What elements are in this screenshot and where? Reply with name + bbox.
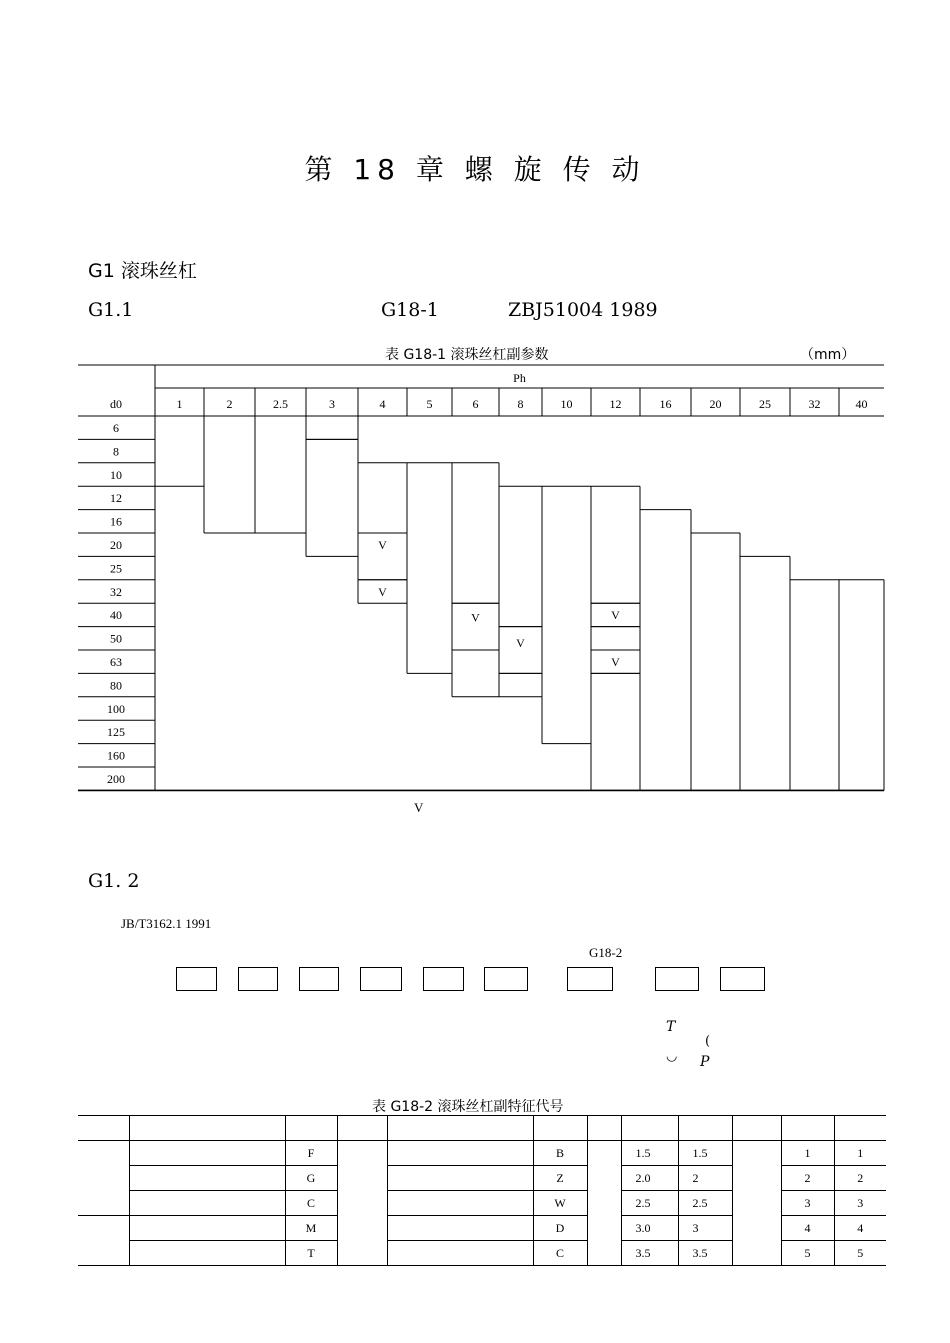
table2-cell: T (285, 1241, 337, 1266)
table2-header-cell (533, 1116, 587, 1141)
table2-cell: C (285, 1191, 337, 1216)
d0-value-label: 40 (110, 608, 122, 623)
ph-value-label: 8 (517, 397, 524, 411)
code-box-9 (720, 967, 765, 991)
section-g11-heading: G1.1 (88, 299, 134, 321)
symbol-t: T (666, 1019, 676, 1035)
ph-value-label: 10 (560, 397, 573, 411)
feature-code-table (78, 1115, 886, 1266)
table2-cell (587, 1166, 621, 1191)
v-mark: V (611, 608, 620, 623)
table2-cell: C (533, 1241, 587, 1266)
table2-cell: D (533, 1216, 587, 1241)
table2-group-cell (78, 1216, 129, 1241)
ph-value-label: 2.5 (273, 397, 288, 411)
chapter-title: 第 18 章 螺 旋 传 动 (304, 153, 646, 186)
figure-reference: G18-1 (381, 299, 439, 321)
table2-cell: 1.5 (621, 1141, 678, 1166)
table2-cell: M (285, 1216, 337, 1241)
table2-cell (587, 1216, 621, 1241)
table2-cell (587, 1241, 621, 1266)
table2-cell: 3.0 (621, 1216, 678, 1241)
table2-cell (587, 1141, 621, 1166)
table2-cell (129, 1141, 285, 1166)
table2-cell (387, 1191, 533, 1216)
table-row (78, 1216, 886, 1241)
table2-cell (732, 1216, 781, 1241)
table2-cell: F (285, 1141, 337, 1166)
table2-cell: 4 (834, 1216, 886, 1241)
table2-group-cell (78, 1191, 129, 1216)
d0-value-label: 100 (107, 701, 125, 716)
table2-cell: 3.5 (621, 1241, 678, 1266)
d0-value-label: 8 (113, 444, 119, 459)
table2-cell: 5 (781, 1241, 834, 1266)
table2-cell: 2.5 (678, 1191, 732, 1216)
d0-value-label: 32 (110, 584, 122, 599)
table2-header-cell (678, 1116, 732, 1141)
table2-cell: Z (533, 1166, 587, 1191)
table2-caption: 表 G18-2 滚珠丝杠副特征代号 (372, 1099, 564, 1115)
table2-cell: 5 (834, 1241, 886, 1266)
code-box-6 (484, 967, 528, 991)
section-g12-heading: G1. 2 (88, 870, 140, 892)
table2-header-row (78, 1116, 886, 1141)
ph-value-label: 6 (472, 397, 479, 411)
table2-cell (337, 1141, 387, 1166)
table2-cell: 3 (834, 1191, 886, 1216)
table2-cell (129, 1216, 285, 1241)
table2-cell (587, 1191, 621, 1216)
table2-cell (337, 1216, 387, 1241)
standard-reference: ZBJ51004 1989 (508, 299, 658, 321)
table2-cell (732, 1141, 781, 1166)
table2-header-cell (834, 1116, 886, 1141)
d0-value-label: 6 (113, 421, 119, 435)
ph-value-label: 40 (855, 397, 868, 411)
parameter-grid-table (78, 364, 888, 796)
table-row (78, 1191, 886, 1216)
v-mark: V (378, 584, 387, 599)
v-mark: V (611, 655, 620, 669)
table1-unit: （mm） (800, 347, 856, 363)
code-box-5 (423, 967, 464, 991)
table2-group-cell (78, 1166, 129, 1191)
table2-cell: 4 (781, 1216, 834, 1241)
table2-cell: 2 (678, 1166, 732, 1191)
code-box-3 (299, 967, 339, 991)
code-box-7 (567, 967, 613, 991)
table2-cell: 2.5 (621, 1191, 678, 1216)
symbol-paren: ( (705, 1034, 711, 1049)
code-box-4 (360, 967, 402, 991)
d0-value-label: 160 (107, 748, 125, 763)
table2-cell: 3 (678, 1216, 732, 1241)
section-g1-heading: G1 滚珠丝杠 (88, 260, 197, 282)
ph-value-label: 2 (226, 397, 233, 411)
table2-header-cell (387, 1116, 533, 1141)
table2-cell: 1.5 (678, 1141, 732, 1166)
table2-header-cell (129, 1116, 285, 1141)
table2-cell (387, 1241, 533, 1266)
d0-value-label: 63 (110, 655, 122, 669)
symbol-p: P (700, 1054, 710, 1070)
jb-standard-reference: JB/T3162.1 1991 (121, 916, 212, 931)
table2-cell (129, 1166, 285, 1191)
d0-value-label: 16 (110, 514, 122, 529)
table2-cell (337, 1191, 387, 1216)
table2-cell: 2 (781, 1166, 834, 1191)
table2-cell: 2 (834, 1166, 886, 1191)
d0-header-label: d0 (110, 397, 122, 411)
table2-group-cell (78, 1241, 129, 1266)
table2-group-cell (78, 1141, 129, 1166)
ph-value-label: 1 (176, 397, 183, 411)
d0-value-label: 125 (107, 725, 125, 740)
table2-cell (337, 1241, 387, 1266)
footnote-v: V (414, 800, 424, 815)
ph-value-label: 16 (659, 397, 672, 411)
ph-value-label: 25 (759, 397, 771, 411)
table2-cell (129, 1241, 285, 1266)
table2-cell: W (533, 1191, 587, 1216)
v-mark: V (471, 610, 480, 625)
ph-header-label: Ph (513, 371, 526, 385)
d0-value-label: 12 (110, 491, 122, 506)
d0-value-label: 200 (107, 772, 125, 786)
table2-cell (732, 1166, 781, 1191)
table2-header-cell (78, 1116, 129, 1141)
table2-cell (387, 1141, 533, 1166)
table2-cell: G (285, 1166, 337, 1191)
ph-value-label: 3 (329, 397, 335, 411)
d0-value-label: 50 (110, 631, 122, 646)
code-box-8 (655, 967, 699, 991)
code-box-1 (176, 967, 217, 991)
table2-header-cell (337, 1116, 387, 1141)
table2-cell (387, 1166, 533, 1191)
table2-cell (732, 1241, 781, 1266)
table2-cell (732, 1191, 781, 1216)
ph-value-label: 4 (379, 397, 386, 411)
d0-value-label: 10 (110, 467, 122, 482)
table1-caption: 表 G18-1 滚珠丝杠副参数 (385, 347, 549, 363)
v-mark: V (378, 538, 387, 552)
table2-cell (129, 1191, 285, 1216)
ph-value-label: 12 (609, 397, 622, 411)
d0-value-label: 20 (110, 538, 122, 552)
table2-cell: 3 (781, 1191, 834, 1216)
d0-value-label: 80 (110, 678, 122, 693)
table2-cell: 2.0 (621, 1166, 678, 1191)
table2-cell: B (533, 1141, 587, 1166)
table2-cell: 1 (781, 1141, 834, 1166)
symbol-curve: ◡ (666, 1049, 678, 1064)
table2-cell: 3.5 (678, 1241, 732, 1266)
table2-header-cell (587, 1116, 621, 1141)
figure-g18-2-label: G18-2 (589, 945, 623, 960)
table2-header-cell (732, 1116, 781, 1141)
table2-cell (387, 1216, 533, 1241)
table2-cell (337, 1166, 387, 1191)
table-row (78, 1241, 886, 1266)
d0-value-label: 25 (110, 561, 122, 576)
table2-header-cell (781, 1116, 834, 1141)
table-row (78, 1166, 886, 1191)
table2-cell: 1 (834, 1141, 886, 1166)
code-box-2 (238, 967, 278, 991)
v-mark: V (516, 636, 525, 650)
ph-value-label: 5 (426, 397, 433, 411)
table2-header-cell (621, 1116, 678, 1141)
ph-value-label: 32 (808, 397, 821, 411)
ph-value-label: 20 (709, 397, 722, 411)
table2-header-cell (285, 1116, 337, 1141)
table-row (78, 1141, 886, 1166)
